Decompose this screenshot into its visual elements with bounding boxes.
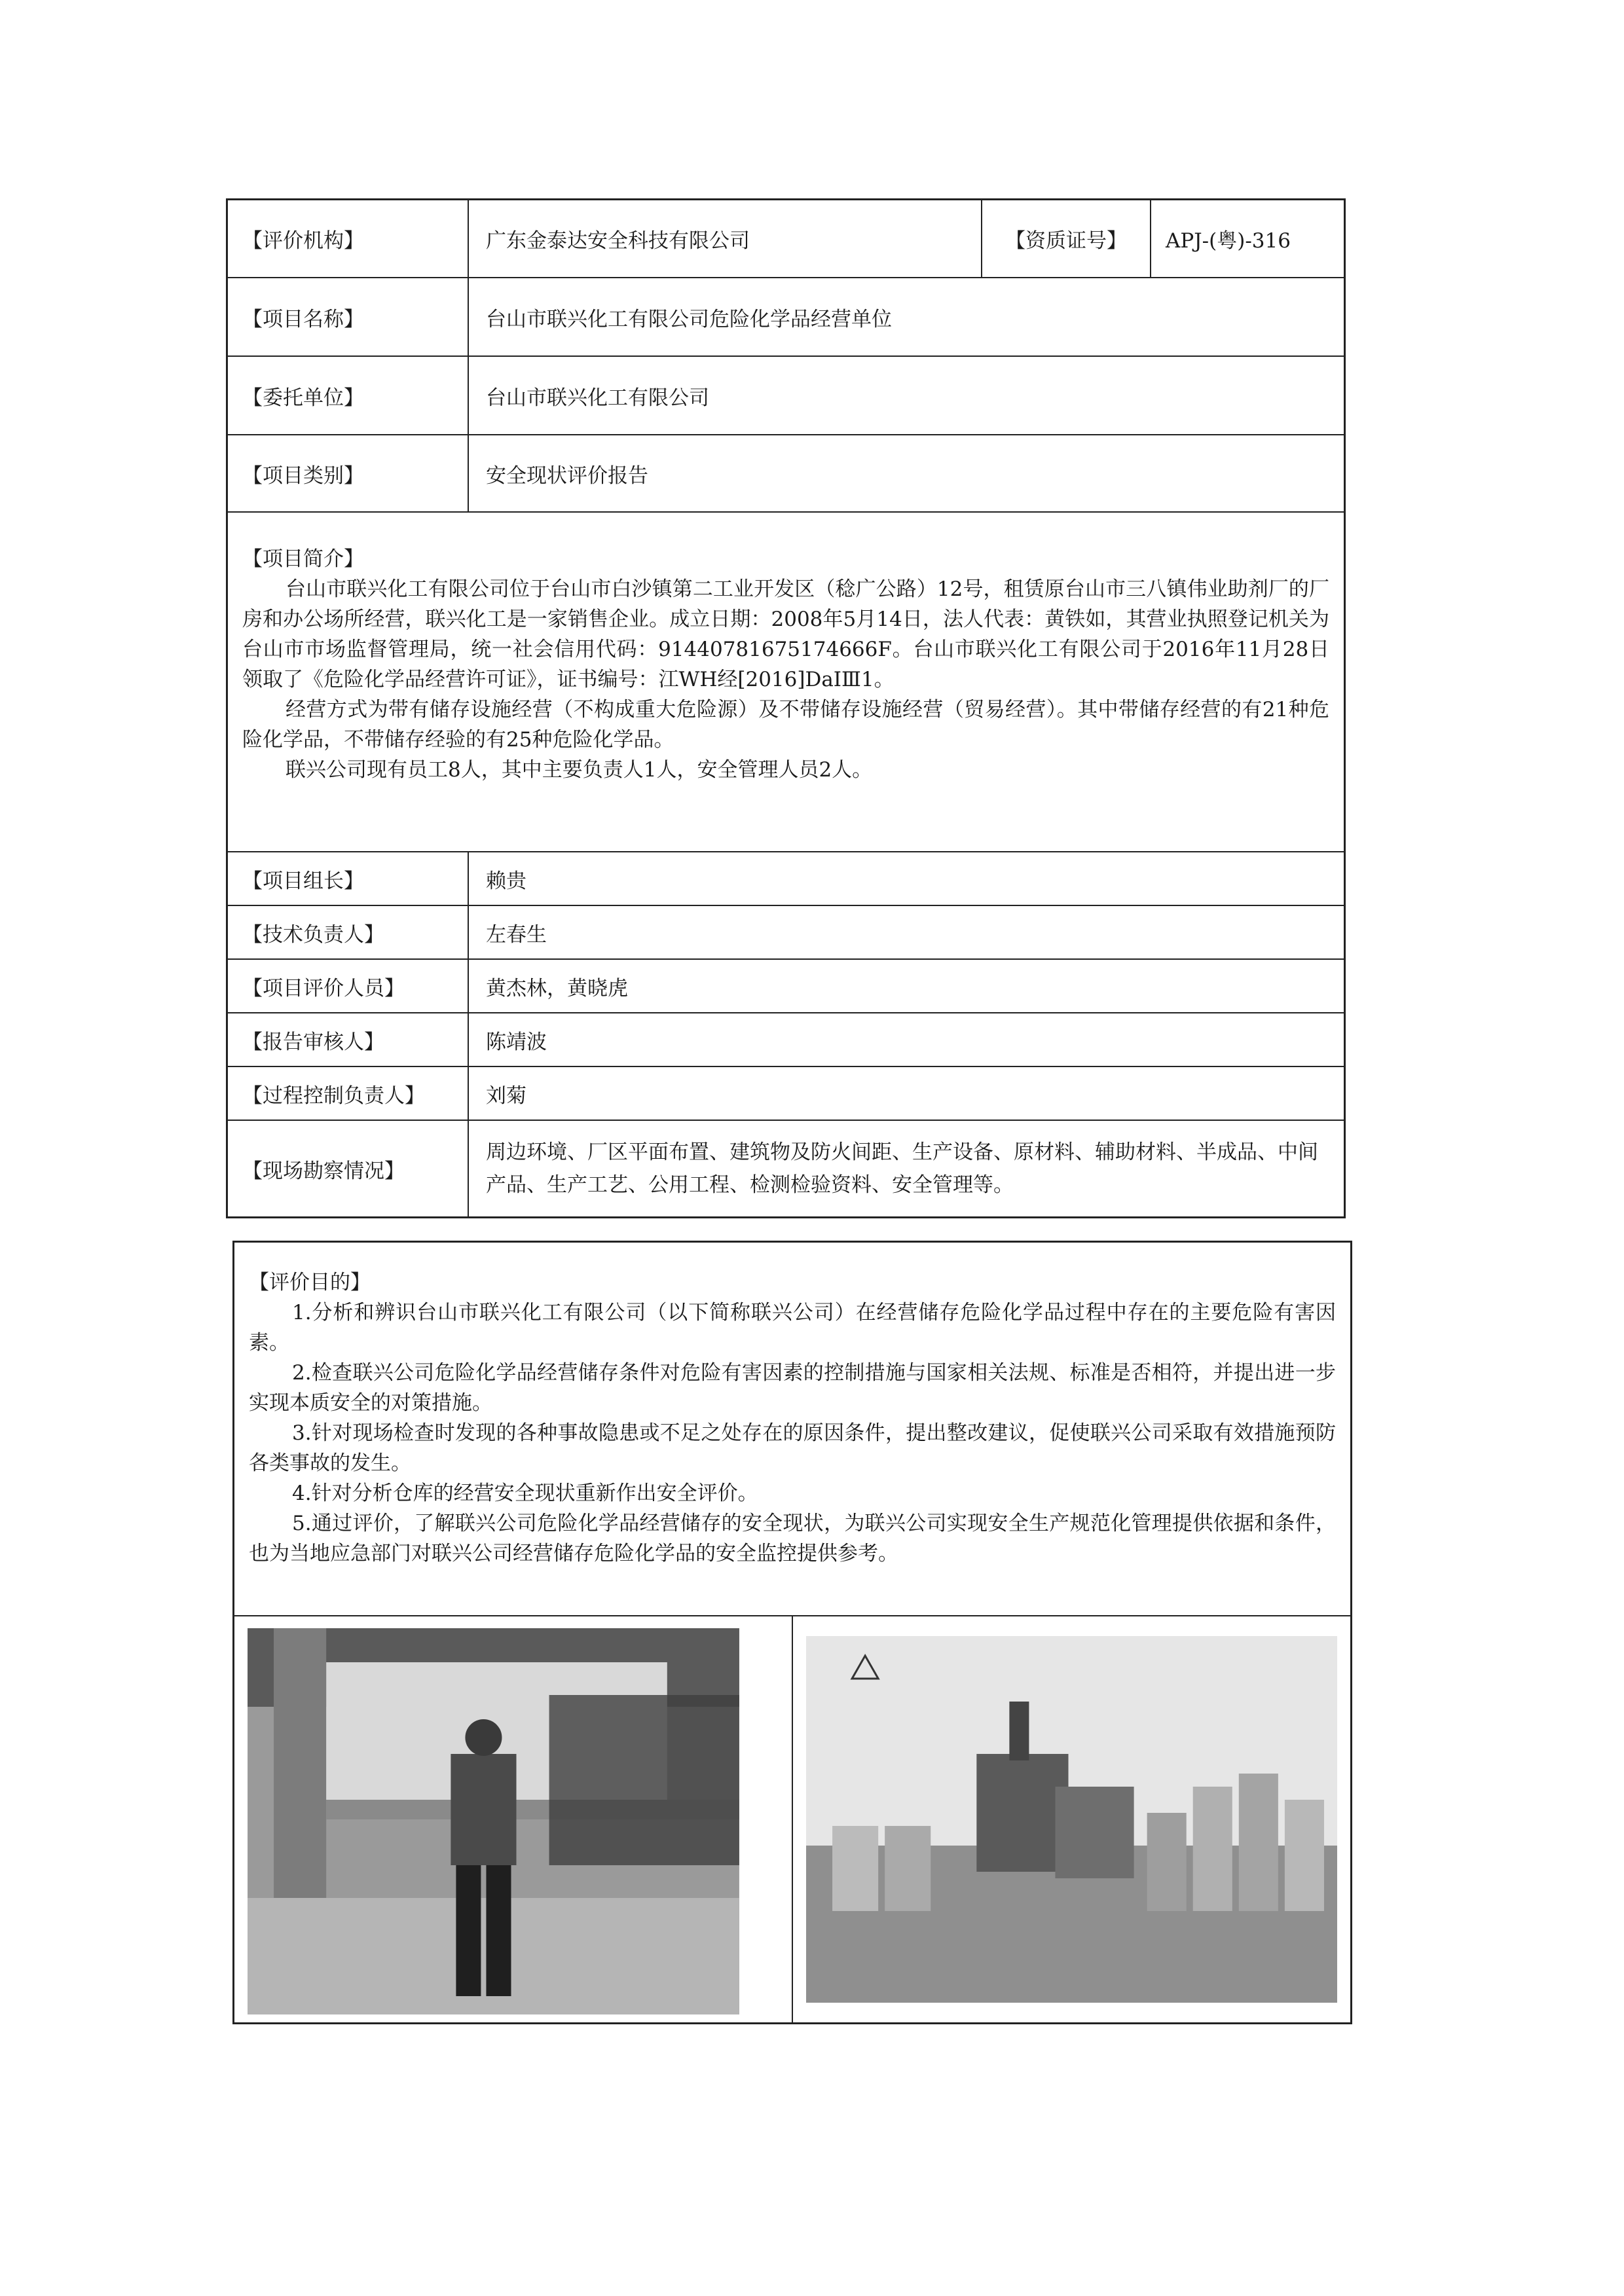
team-lead-label: 【项目组长】 — [228, 852, 469, 905]
project-type-value: 安全现状评价报告 — [486, 464, 648, 488]
info-table-top — [226, 198, 1346, 1218]
evaluators-label: 【项目评价人员】 — [228, 960, 469, 1012]
project-name-value: 台山市联兴化工有限公司危险化学品经营单位 — [486, 307, 892, 331]
purpose-item: 2.检查联兴公司危险化学品经营储存条件对危险有害因素的控制措施与国家相关法规、标准是否相符，并提出进一步实现本质安全的对策措施。 — [249, 1361, 1336, 1415]
org-label: 【评价机构】 — [228, 200, 469, 277]
site-photo-warehouse — [792, 1616, 1350, 2022]
info-table-bottom — [232, 1241, 1352, 2024]
row-project-type — [228, 435, 1344, 513]
org-value: 广东金泰达安全科技有限公司 — [486, 229, 750, 253]
purpose-heading: 【评价目的】 — [249, 1271, 371, 1294]
project-name-label: 【项目名称】 — [228, 278, 469, 355]
client-value: 台山市联兴化工有限公司 — [486, 386, 709, 410]
row-client — [228, 357, 1344, 435]
photo-person-image — [234, 1616, 792, 2022]
photo-warehouse-image — [793, 1616, 1350, 2022]
evaluators-value: 黄杰林，黄晓虎 — [486, 976, 628, 1000]
row-site-survey — [228, 1121, 1344, 1216]
process-control-label: 【过程控制负责人】 — [228, 1067, 469, 1120]
intro-paragraph: 联兴公司现有员工8人，其中主要负责人1人，安全管理人员2人。 — [286, 758, 873, 782]
site-survey-label: 【现场勘察情况】 — [228, 1121, 469, 1216]
purpose-item: 3.针对现场检查时发现的各种事故隐患或不足之处存在的原因条件，提出整改建议，促使联兴公司采取有效措施预防各类事故的发生。 — [249, 1421, 1336, 1475]
row-intro — [228, 513, 1344, 852]
row-purpose — [234, 1243, 1350, 1616]
row-org — [228, 200, 1344, 278]
site-photo-person — [234, 1616, 792, 2022]
row-tech-lead — [228, 906, 1344, 960]
purpose-item: 1.分析和辨识台山市联兴化工有限公司（以下简称联兴公司）在经营储存危险化学品过程中存在的主要危险有害因素。 — [249, 1301, 1336, 1355]
cert-value: APJ-(粤)-316 — [1166, 229, 1291, 253]
team-lead-value: 赖贵 — [486, 869, 526, 893]
project-type-label: 【项目类别】 — [228, 435, 469, 511]
purpose-block — [234, 1243, 1350, 1615]
row-process-control — [228, 1067, 1344, 1121]
purpose-item: 4.针对分析仓库的经营安全现状重新作出安全评价。 — [292, 1482, 758, 1505]
intro-block — [228, 513, 1344, 851]
intro-heading: 【项目简介】 — [242, 547, 364, 571]
cert-label: 【资质证号】 — [981, 200, 1151, 277]
reviewer-label: 【报告审核人】 — [228, 1013, 469, 1066]
process-control-value: 刘菊 — [486, 1084, 526, 1108]
row-project-name — [228, 278, 1344, 357]
row-team-lead — [228, 852, 1344, 906]
site-survey-value: 周边环境、厂区平面布置、建筑物及防火间距、生产设备、原材料、辅助材料、半成品、中间产品、生产工艺、公用工程、检测检验资料、安全管理等。 — [486, 1140, 1318, 1197]
reviewer-value: 陈靖波 — [486, 1030, 547, 1054]
row-reviewer — [228, 1013, 1344, 1067]
intro-paragraph: 经营方式为带有储存设施经营（不构成重大危险源）及不带储存设施经营（贸易经营）。其中带储存经营的有21种危险化学品，不带储存经验的有25种危险化学品。 — [242, 698, 1329, 752]
intro-paragraph: 台山市联兴化工有限公司位于台山市白沙镇第二工业开发区（稔广公路）12号，租赁原台山市三八镇伟业助剂厂的厂房和办公场所经营，联兴化工是一家销售企业。成立日期：2008年5月14日，法人代表：黄铁如，其营业执照登记机关为台山市市场监督管理局，统一社会信用代码：91440781675174666F。台山市联兴化工有限公司于2016年11月28日领取了《危险化学品经营许可证》，证书编号：江WH经[2016]DaⅠⅢ1。 — [242, 577, 1329, 691]
purpose-item: 5.通过评价，了解联兴公司危险化学品经营储存的安全现状，为联兴公司实现安全生产规范化管理提供依据和条件，也为当地应急部门对联兴公司经营储存危险化学品的安全监控提供参考。 — [249, 1512, 1336, 1565]
tech-lead-value: 左春生 — [486, 922, 547, 947]
row-evaluators — [228, 960, 1344, 1013]
tech-lead-label: 【技术负责人】 — [228, 906, 469, 958]
client-label: 【委托单位】 — [228, 357, 469, 434]
row-photos — [234, 1616, 1350, 2022]
